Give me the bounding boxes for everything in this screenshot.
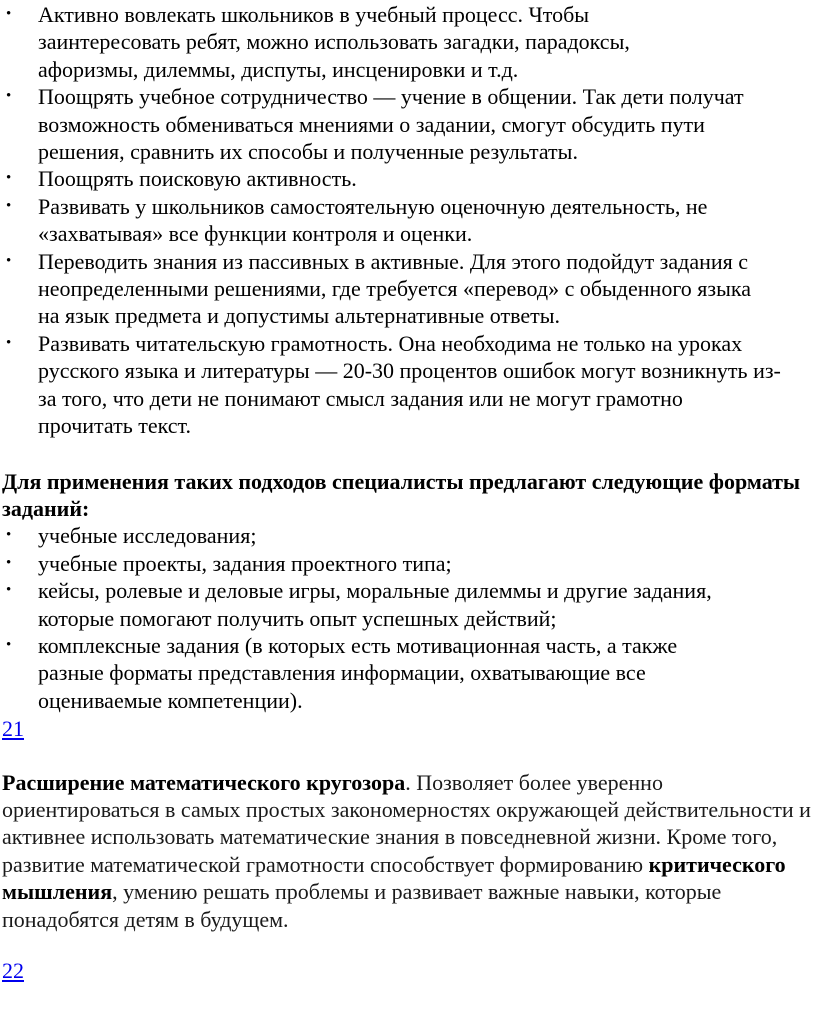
list-item-text: Переводить знания из пассивных в активные. Для этого подойдут задания с неопределенными решениями, где требуется «перевод» с обыденного языка на язык предмета и допустимы альтернативные ответы. [38,248,752,329]
list-item-text: учебные исследования; [38,523,257,549]
paragraph-lead-bold: Расширение математического кругозора [2,769,406,795]
list-item [2,577,812,632]
list-item [2,83,812,165]
page-link-21[interactable]: 21 [2,716,24,742]
formats-heading: Для применения таких подходов специалисты предлагают следующие форматы заданий: [2,468,801,521]
paragraph-text: , умению решать проблемы и развивает важные навыки, которые понадобятся детям в будущем. [2,879,722,932]
list-item [2,193,812,248]
list-item-text: Активно вовлекать школьников в учебный процесс. Чтобы заинтересовать ребят, можно использовать загадки, парадоксы, афоризмы, дилеммы, диспуты, инсценировки и т.д. [38,2,630,82]
formats-list [2,522,812,714]
list-item-text: Поощрять поисковую активность. [38,166,357,192]
page-link-22[interactable]: 22 [2,958,24,983]
list-item [2,330,812,440]
list-item [2,632,812,714]
list-item-text: учебные проекты, задания проектного типа; [38,550,452,576]
document-body [2,0,812,984]
list-item-text: кейсы, ролевые и деловые игры, моральные дилеммы и другие задания, которые помогают получить опыт успешных действий; [38,578,712,631]
list-item [2,522,812,549]
critical-thinking-bold: критического мышления [2,851,786,905]
math-outlook-paragraph [2,769,812,933]
list-item [2,248,812,330]
list-item-text: Развивать у школьников самостоятельную оценочную деятельность, не «захватывая» все функции контроля и оценки. [38,193,708,247]
recommendations-list [2,1,812,440]
list-item-text: Поощрять учебное сотрудничество — учение в общении. Так дети получат возможность обмениваться мнениями о задании, смогут обсудить пути решения, сравнить их способы и полученные результаты. [38,84,744,165]
list-item-text: Развивать читательскую грамотность. Она необходима не только на уроках русского языка и литературы — 20-30 процентов ошибок могут возникнуть из-за того, что дети не понимают смысл задания или не могут грамотно прочитать текст. [38,330,781,439]
list-item [2,550,812,577]
list-item [2,1,812,83]
list-item [2,165,812,192]
paragraph-text: . Позволяет более уверенно ориентироваться в самых простых закономерностях окружающей действительности и активнее использовать математические знания в повседневной жизни. Кроме того, развитие математической грамотности способствует формированию [2,769,811,877]
list-item-text: комплексные задания (в которых есть мотивационная часть, а также разные форматы представления информации, охватывающие все оцениваемые компетенции). [38,632,678,713]
